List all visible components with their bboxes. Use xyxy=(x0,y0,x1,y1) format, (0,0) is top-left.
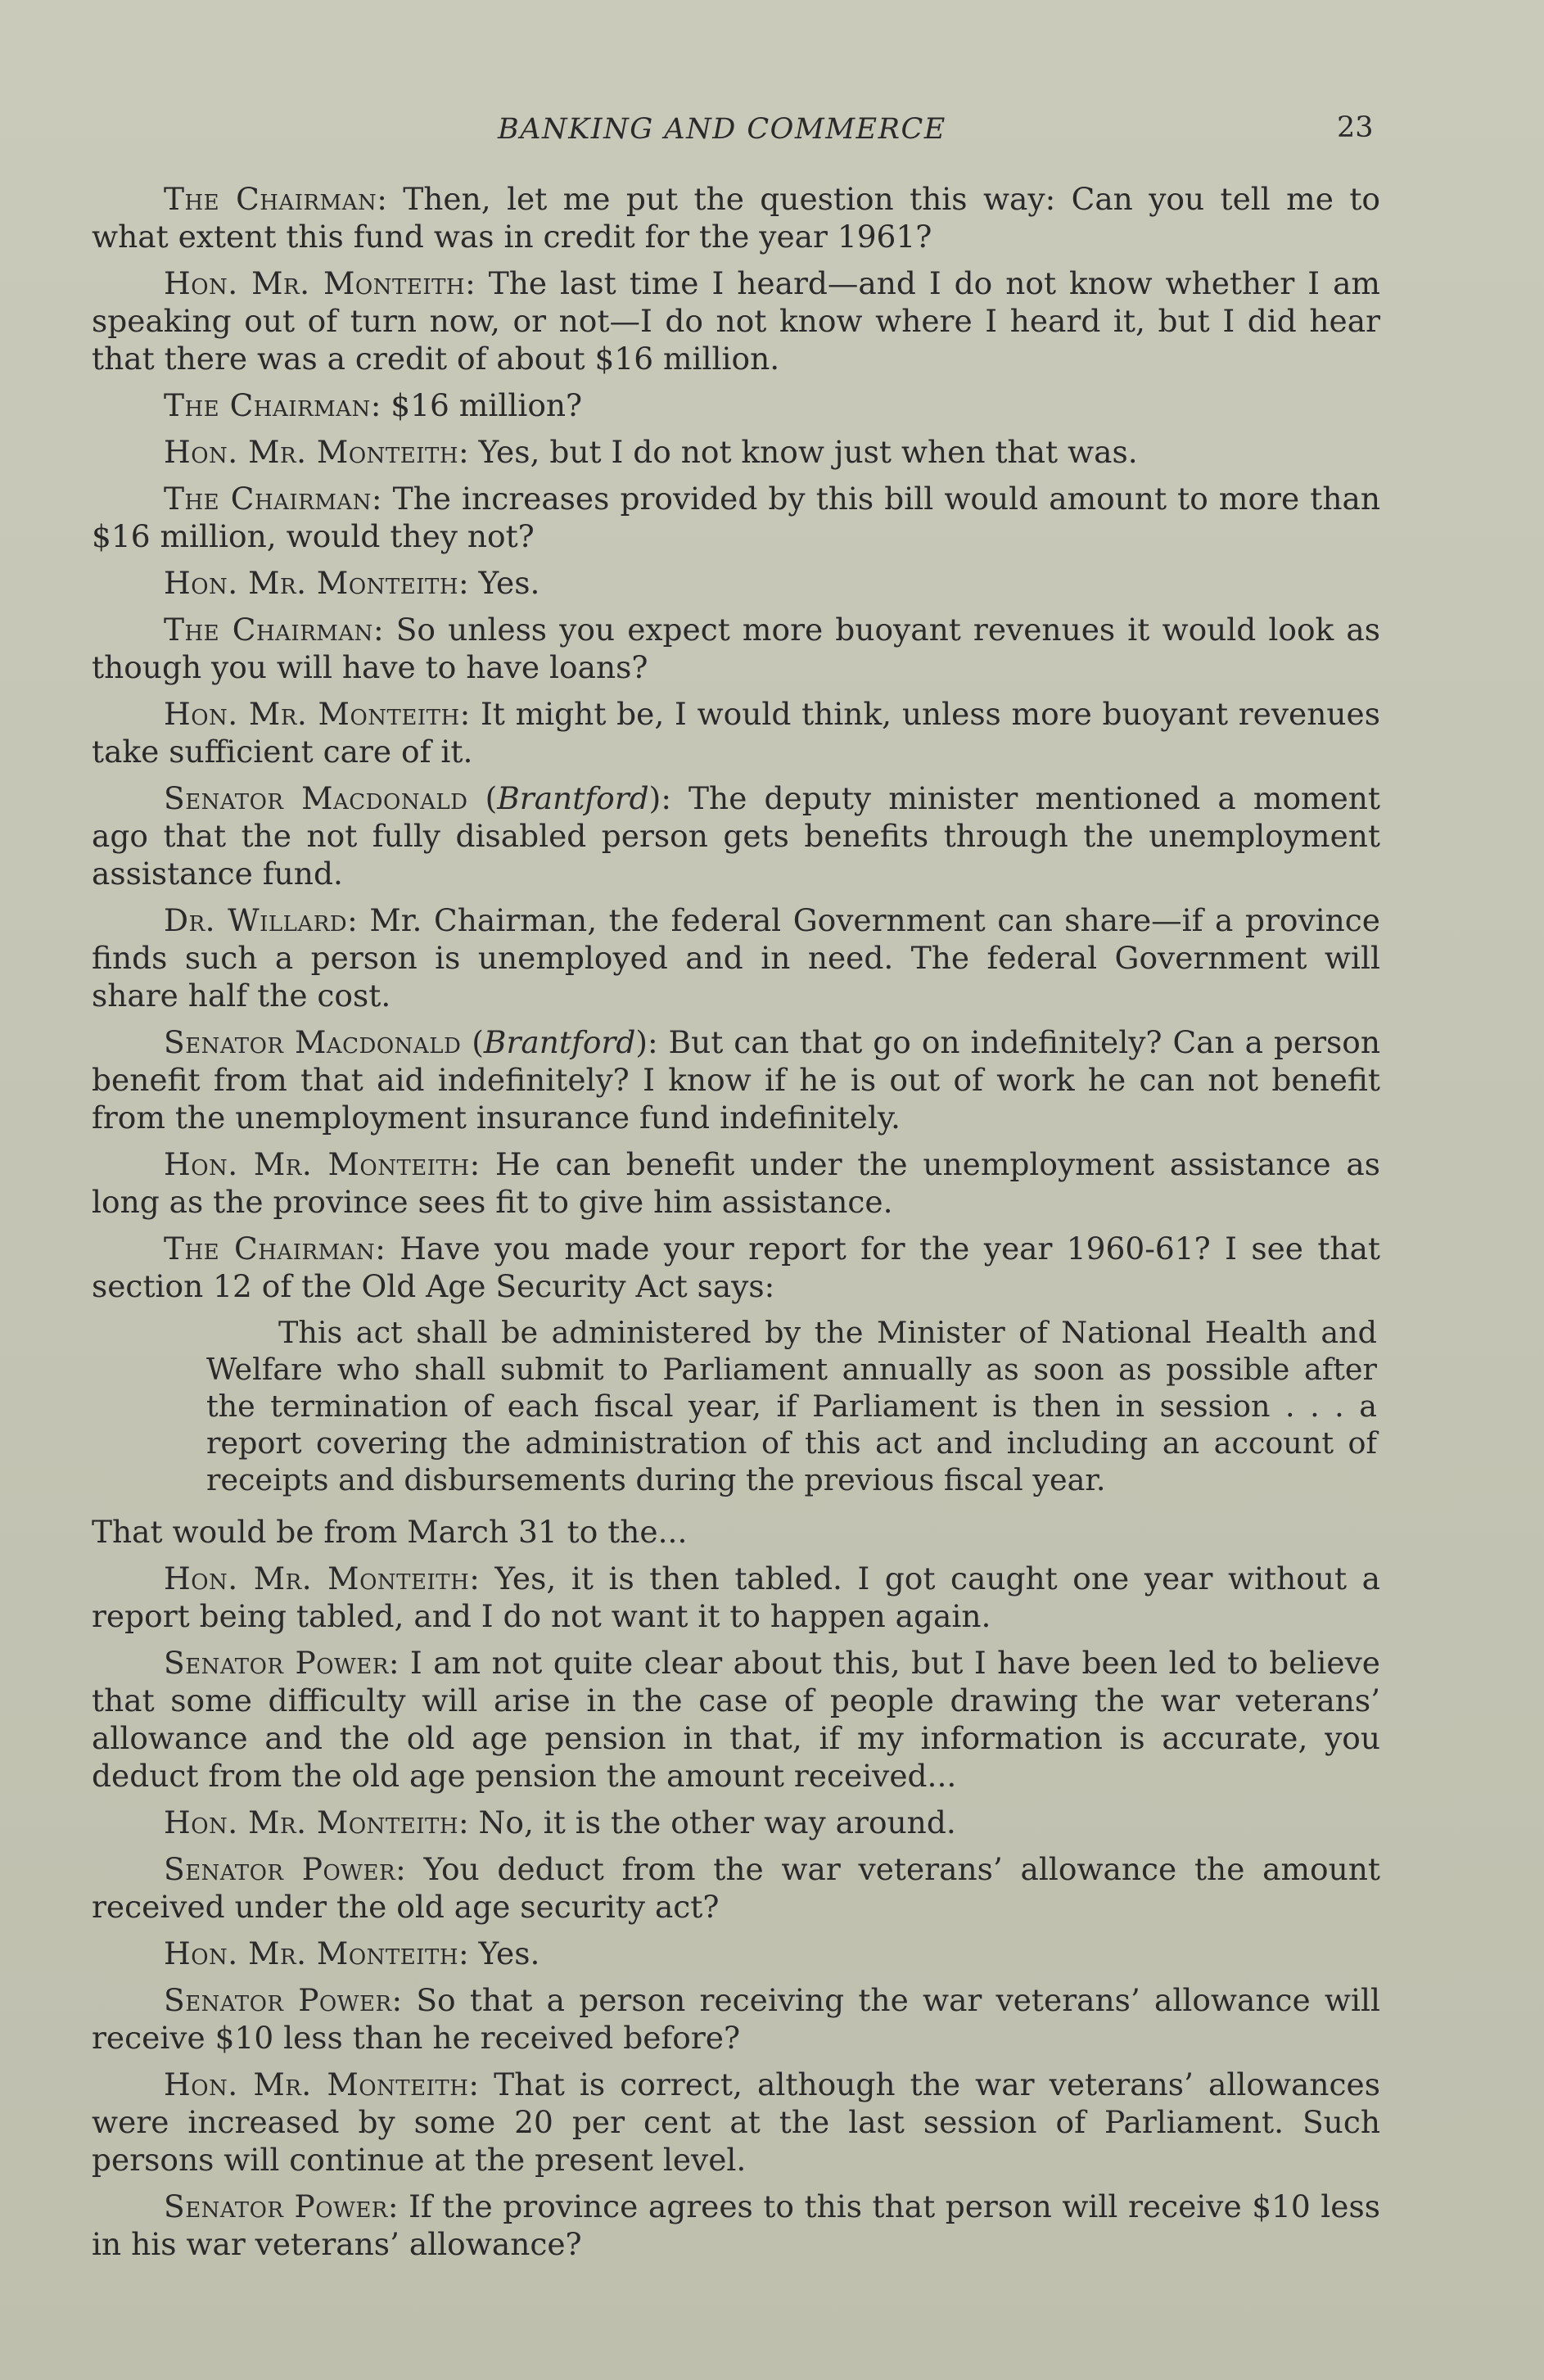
paragraph xyxy=(92,564,1380,602)
paragraph xyxy=(92,1230,1380,1305)
speaker: Hon. Mr. Monteith xyxy=(164,1804,458,1840)
continuation-line: That would be from March 31 to the... xyxy=(92,1514,688,1550)
speaker-qualifier: Brantford xyxy=(497,780,649,816)
paragraph xyxy=(92,1560,1380,1635)
paragraph xyxy=(92,180,1380,255)
speaker: Hon. Mr. Monteith xyxy=(164,1560,470,1596)
speech: : You deduct from the war veterans’ allowance the amount received under the old age security act? xyxy=(92,1851,1380,1925)
page-number: 23 xyxy=(1337,111,1374,144)
paragraph: Senator Macdonald (Brantford): But can that go on indefinitely? Can a person benefit from that aid indefinitely? I know if he is out of work he can not benefit from the unemployment insurance fund indefinitely. xyxy=(92,1024,1380,1136)
speech: : Then, let me put the question this way: Can you tell me to what extent this fund was in credit for the year 1961? xyxy=(92,181,1380,255)
speech: : Yes, it is then tabled. I got caught one year without a report being tabled, and I do not want it to happen again. xyxy=(92,1560,1380,1634)
paragraph xyxy=(92,901,1380,1014)
speech: : Have you made your report for the year 1960-61? I see that section 12 of the Old Age Security Act says: xyxy=(92,1231,1380,1304)
speech: : I am not quite clear about this, but I have been led to believe that some difficulty will arise in the case of people drawing the war veterans’ allowance and the old age pension in that, if my information is accurate, you deduct from the old age pension the amount received... xyxy=(92,1645,1380,1794)
paragraph: Senator Macdonald (Brantford): The deputy minister mentioned a moment ago that the not fully disabled person gets benefits through the unemployment assistance fund. xyxy=(92,780,1380,892)
speech: : Yes. xyxy=(458,565,540,601)
speech: : Yes. xyxy=(458,1935,540,1971)
paragraph xyxy=(92,386,1380,424)
paragraph xyxy=(92,1850,1380,1926)
speech: : He can benefit under the unemployment assistance as long as the province sees fit to give him assistance. xyxy=(92,1146,1380,1220)
speech: : It might be, I would think, unless more buoyant revenues take sufficient care of it. xyxy=(92,696,1380,770)
speech: : The last time I heard—and I do not know whether I am speaking out of turn now, or not—I do not know where I heard it, but I did hear that there was a credit of about $16 million. xyxy=(92,265,1380,377)
speech: : So unless you expect more buoyant revenues it would look as though you will have to have loans? xyxy=(92,612,1381,685)
body-text xyxy=(92,180,1380,2272)
paragraph xyxy=(92,1804,1380,1841)
speaker: Senator Power xyxy=(164,1851,396,1887)
paragraph xyxy=(92,1935,1380,1972)
speaker: Hon. Mr. Monteith xyxy=(164,1935,458,1971)
paragraph xyxy=(92,1644,1380,1795)
speaker: Hon. Mr. Monteith xyxy=(164,2066,469,2102)
paragraph xyxy=(92,1145,1380,1221)
paragraph xyxy=(92,2188,1380,2263)
speech: : The deputy minister mentioned a moment ago that the not fully disabled person gets benefits through the unemployment assistance fund. xyxy=(92,780,1380,892)
speech: : The increases provided by this bill would amount to more than $16 million, would they not? xyxy=(92,481,1380,554)
speech: : Mr. Chairman, the federal Government can share—if a province finds such a person is unemployed and in need. The federal Government will share half the cost. xyxy=(92,902,1380,1014)
speaker: Senator Macdonald xyxy=(164,780,468,816)
speech: : So that a person receiving the war veterans’ allowance will receive $10 less than he received before? xyxy=(92,1982,1380,2056)
page-header xyxy=(0,113,1544,154)
block-quote: This act shall be administered by the Minister of National Health and Welfare who shall submit to Parliament annually as soon as possible after the termination of each fiscal year, if Parliament is then in session . . . a report covering the administration of this act and including an account of receipts and disbursements during the previous fiscal year. xyxy=(206,1315,1377,1497)
speaker: Hon. Mr. Monteith xyxy=(164,696,460,732)
speaker: Hon. Mr. Monteith xyxy=(164,565,458,601)
paragraph xyxy=(92,480,1380,555)
speech: : But can that go on indefinitely? Can a person benefit from that aid indefinitely? I know if he is out of work he can not benefit from the unemployment insurance fund indefinitely. xyxy=(92,1024,1380,1136)
speaker: Dr. Willard xyxy=(164,902,348,938)
speaker: The Chairman xyxy=(164,612,373,648)
speech: : $16 million? xyxy=(370,387,583,423)
speaker: Hon. Mr. Monteith xyxy=(164,265,466,301)
speech: : If the province agrees to this that person will receive $10 less in his war veterans’ allowance? xyxy=(92,2188,1380,2262)
speaker-qualifier: Brantford xyxy=(483,1024,636,1060)
paragraph xyxy=(92,1981,1380,2057)
speaker: Hon. Mr. Monteith xyxy=(164,434,458,470)
paragraph xyxy=(92,695,1380,770)
speaker: Senator Power xyxy=(164,1645,389,1681)
speaker: Hon. Mr. Monteith xyxy=(164,1146,470,1182)
speaker: Senator Power xyxy=(164,1982,392,2018)
speech: : Yes, but I do not know just when that was. xyxy=(458,434,1138,470)
speaker: The Chairman xyxy=(164,481,372,517)
speaker: The Chairman xyxy=(164,181,377,217)
paragraph xyxy=(92,2066,1380,2179)
speech: : No, it is the other way around. xyxy=(458,1804,956,1840)
paragraph xyxy=(92,611,1380,686)
speech: : That is correct, although the war veterans’ allowances were increased by some 20 per cent at the last session of Parliament. Such persons will continue at the present level. xyxy=(92,2066,1380,2178)
speaker: The Chairman xyxy=(164,387,371,423)
running-head: BANKING AND COMMERCE xyxy=(498,113,946,146)
speaker: The Chairman xyxy=(164,1231,376,1267)
paragraph xyxy=(92,433,1380,471)
paragraph xyxy=(92,264,1380,377)
speaker: Senator Macdonald xyxy=(164,1024,462,1060)
speaker: Senator Power xyxy=(164,2188,388,2224)
